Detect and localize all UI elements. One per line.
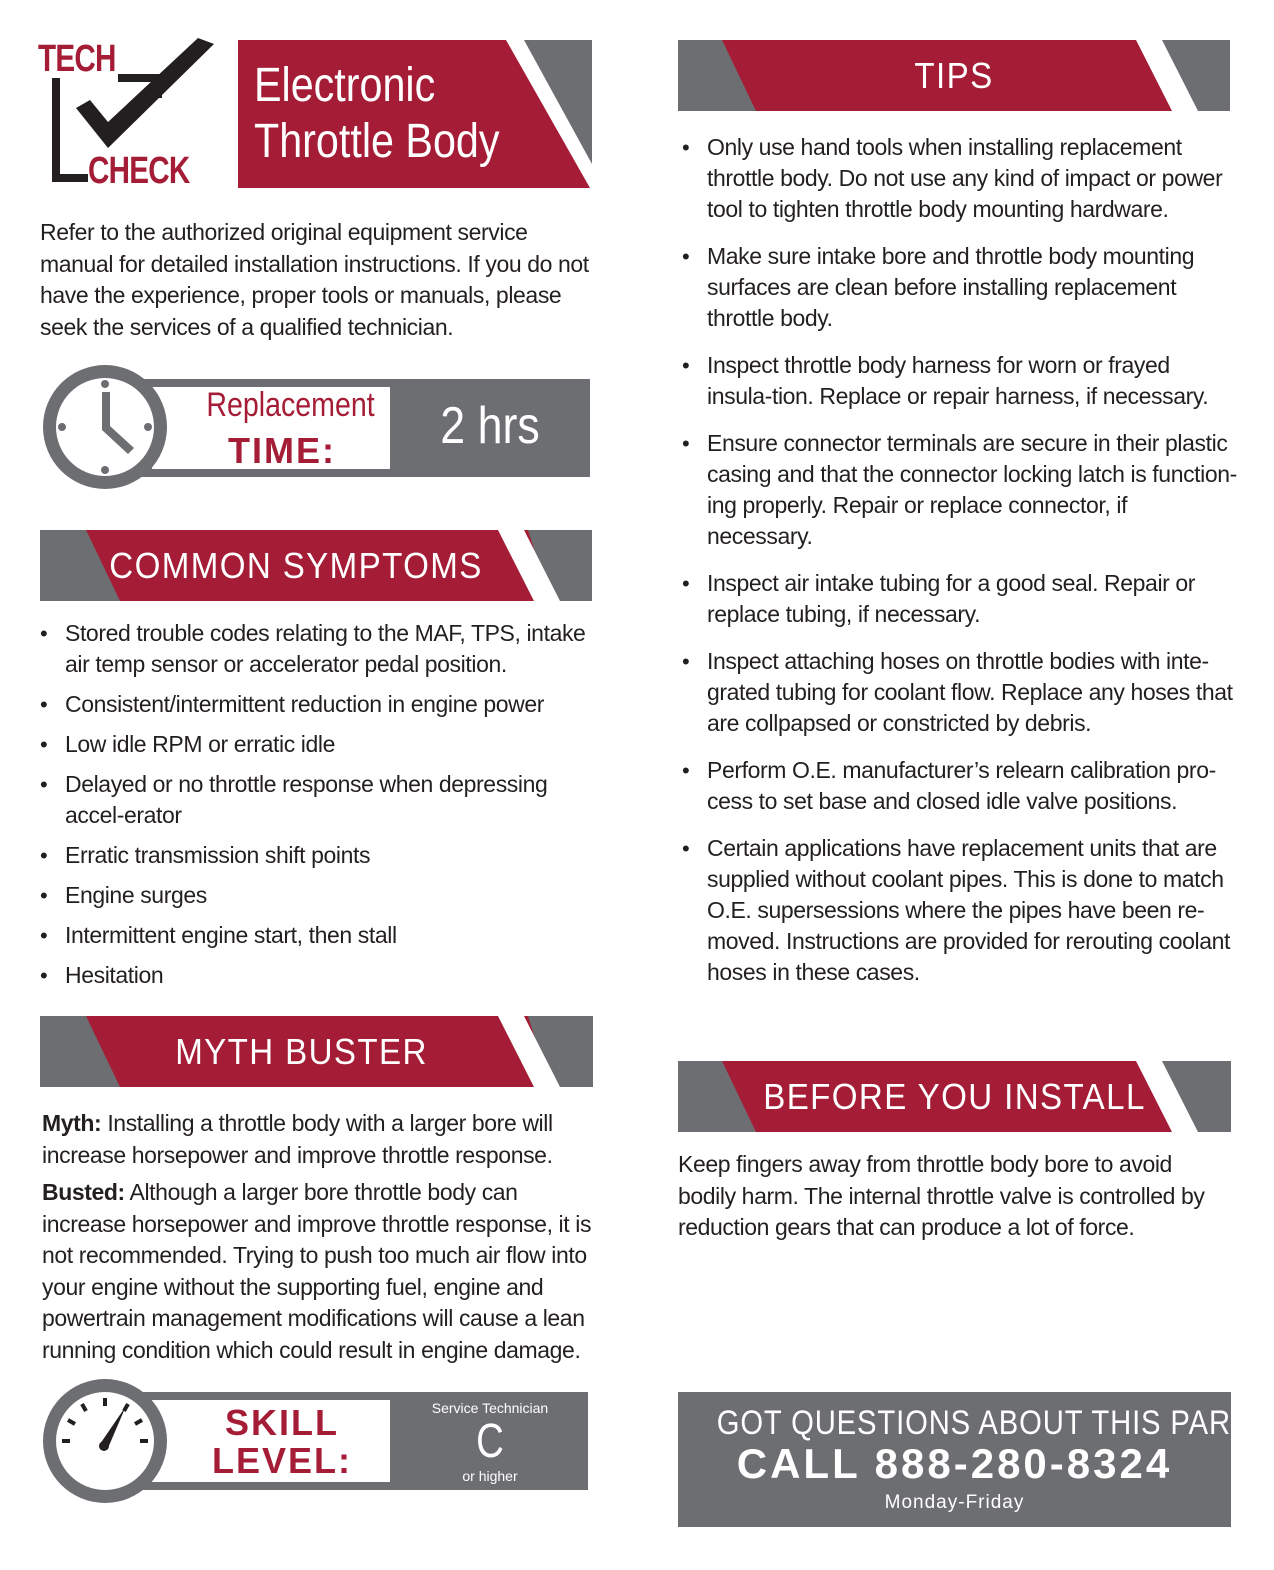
before-you-install-banner <box>678 1061 1231 1132</box>
myth-buster-banner <box>40 1016 593 1087</box>
busted-label: Busted: <box>42 1179 125 1205</box>
skill-label-bottom: LEVEL: <box>211 1440 352 1481</box>
myth-buster-heading: MYTH BUSTER <box>175 1030 428 1072</box>
list-item: • Delayed or no throttle response when depressing accel-erator <box>40 769 600 831</box>
list-item: • Inspect air intake tubing for a good seal. Repair or replace tubing, if necessary. <box>682 568 1238 630</box>
list-item: • Intermittent engine start, then stall <box>40 920 600 951</box>
contact-phone: CALL 888-280-8324 <box>736 1440 1173 1487</box>
list-item: • Certain applications have replacement units that are supplied without coolant pipes. This is done to match O.E. supersessions where the pipes have been re-moved. Instructions are provided for rerouting coolant hoses in these cases. <box>682 833 1238 988</box>
replacement-time-badge <box>40 362 592 492</box>
replacement-time-value: 2 hrs <box>440 397 540 455</box>
before-you-install-heading: BEFORE YOU INSTALL <box>763 1075 1146 1117</box>
list-item: • Ensure connector terminals are secure in their plastic casing and that the connector locking latch is function-ing properly. Repair or replace connector, if necessary. <box>682 428 1238 552</box>
skill-caption-top: Service Technician <box>431 1400 549 1416</box>
list-item: • Inspect attaching hoses on throttle bodies with inte-grated tubing for coolant flow. Replace any hoses that are collpapsed or constricted by debris. <box>682 646 1238 739</box>
gauge-icon <box>40 1376 170 1506</box>
logo-tech-text: TECH <box>38 38 116 80</box>
common-symptoms-heading: COMMON SYMPTOMS <box>109 544 483 586</box>
list-item: • Low idle RPM or erratic idle <box>40 729 600 760</box>
common-symptoms-banner <box>40 530 592 601</box>
clock-icon <box>40 362 170 492</box>
list-item: • Make sure intake bore and throttle body mounting surfaces are clean before installing replacement throttle body. <box>682 241 1238 334</box>
page-title-line1: Electronic <box>254 59 436 112</box>
contact-box <box>678 1392 1267 1527</box>
contact-hours: Monday-Friday <box>884 1492 1025 1513</box>
tips-banner <box>678 40 1230 111</box>
skill-grade: C <box>476 1415 504 1468</box>
skill-label-top: SKILL <box>225 1402 339 1443</box>
title-banner <box>238 40 592 188</box>
before-you-install-text: Keep fingers away from throttle body bore to avoid bodily harm. The internal throttle valve is controlled by reduction gears that can produce a lot of force. <box>678 1151 1205 1240</box>
tips-list <box>682 132 1238 988</box>
list-item: • Erratic transmission shift points <box>40 840 600 871</box>
list-item: • Consistent/intermittent reduction in engine power <box>40 689 600 720</box>
replacement-label-bottom: TIME: <box>228 430 336 471</box>
page-title-line2: Throttle Body <box>254 115 500 168</box>
list-item: • Engine surges <box>40 880 600 911</box>
skill-caption-bottom: or higher <box>462 1468 518 1484</box>
list-item: • Perform O.E. manufacturer’s relearn calibration pro-cess to set base and closed idle valve positions. <box>682 755 1238 817</box>
contact-question: GOT QUESTIONS ABOUT THIS PART? <box>716 1404 1267 1442</box>
intro-paragraph: Refer to the authorized original equipment service manual for detailed installation instructions. If you do not have the experience, proper tools or manuals, please seek the services of a qualified technician. <box>40 219 589 340</box>
list-item: • Only use hand tools when installing replacement throttle body. Do not use any kind of impact or power tool to tighten throttle body mounting hardware. <box>682 132 1238 225</box>
tips-heading: TIPS <box>914 54 994 96</box>
list-item: • Hesitation <box>40 960 600 991</box>
symptoms-list <box>40 618 600 991</box>
replacement-label-top: Replacement <box>206 386 375 424</box>
busted-text: Although a larger bore throttle body can increase horsepower and improve throttle response, it is not recommended. Trying to push too much air flow into your engine without the supporting fuel, engine and powertrain management modifications will cause a lean running condition which could result in engine damage. <box>42 1179 592 1363</box>
list-item: • Stored trouble codes relating to the MAF, TPS, intake air temp sensor or accelerator pedal position. <box>40 618 600 680</box>
myth-text: Installing a throttle body with a larger bore will increase horsepower and improve throttle response. <box>42 1110 553 1168</box>
logo-check-text: CHECK <box>88 150 190 192</box>
myth-label: Myth: <box>42 1110 102 1136</box>
skill-level-badge <box>40 1376 592 1506</box>
list-item: • Inspect throttle body harness for worn or frayed insula-tion. Replace or repair harness, if necessary. <box>682 350 1238 412</box>
tech-check-logo <box>38 38 218 190</box>
busted-paragraph <box>42 1177 602 1366</box>
myth-paragraph <box>42 1108 602 1171</box>
